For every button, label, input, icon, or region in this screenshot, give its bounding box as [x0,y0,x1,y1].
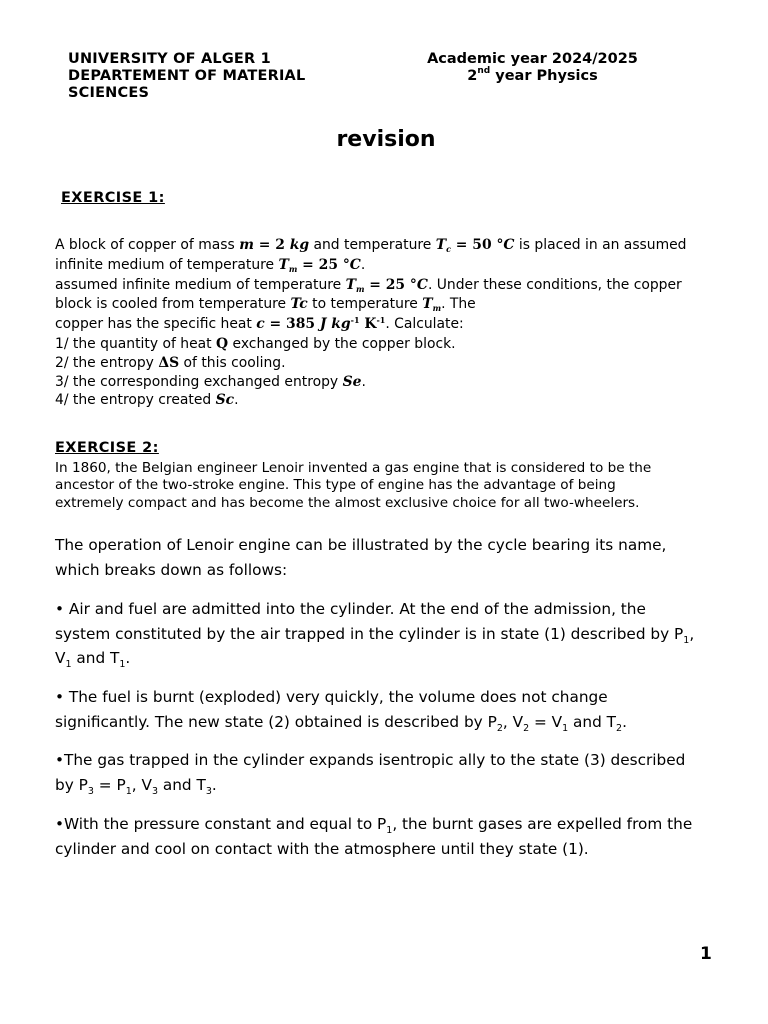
paragraph-line: • The fuel is burnt (exploded) very quickly, the volume does not change [55,688,608,706]
academic-year: Academic year 2024/2025 [427,51,638,67]
step-3-paragraph [55,748,720,797]
ex1-line-4: block is cooled from temperature Tc to temperature $T_m$. The [55,296,476,314]
question-4: 4/ the entropy created Sc. [55,392,239,409]
paragraph-line: which breaks down as follows: [55,560,288,579]
exercise-2-heading: EXERCISE 2: [55,440,159,456]
page-number: 1 [700,944,712,964]
paragraph-line: The operation of Lenoir engine can be illustrated by the cycle bearing its name, [55,536,667,554]
institution-header [68,51,305,102]
cycle-description-paragraph [55,533,720,582]
paragraph-line: system constituted by the air trapped in the cylinder is in state (1) described by $P_1$, [55,624,695,646]
paragraph-line: •The gas trapped in the cylinder expands isentropic ally to the state (3) described [55,751,686,769]
academic-header [400,51,665,85]
paragraph-line: by $P_3 = P_1$, $V_3$ and $T_3$. [55,775,217,797]
department-name-line1: DEPARTEMENT OF MATERIAL [68,68,306,84]
university-name: UNIVERSITY OF ALGER 1 [68,51,271,67]
question-1: 1/ the quantity of heat Q exchanged by the copper block. [55,335,456,352]
intro-line-2: ancestor of the two-stroke engine. This type of engine has the advantage of being [55,477,616,494]
paragraph-line: •With the pressure constant and equal to $P_1$, the burnt gases are expelled from the [55,815,693,837]
ex1-line-5: copper has the specific heat c = 385 J $kg^{-1}$ $K^{-1}$. Calculate: [55,315,464,333]
exercise-1-heading: EXERCISE 1: [61,190,165,206]
ex1-line-3: assumed infinite medium of temperature $T_m = 25$ °C. Under these conditions, the copper [55,276,682,294]
page-title: revision [336,127,436,152]
intro-line-1: In 1860, the Belgian engineer Lenoir invented a gas engine that is considered to be the [55,460,652,476]
ex1-line-2: infinite medium of temperature $T_m = 25$ °C. [55,256,366,274]
paragraph-line: cylinder and cool on contact with the atmosphere until they state (1). [55,839,589,858]
ex1-line-1: A block of copper of mass m = 2 kg and temperature $T_c = 50$ °C is placed in an assumed [55,237,687,254]
paragraph-line: $V_1$ and $T_1$. [55,649,131,671]
study-year: 2nd year Physics [467,66,598,84]
step-1-paragraph [55,597,720,671]
department-name-line2: SCIENCES [68,85,150,101]
exercise-2-intro [55,460,705,512]
paragraph-line: significantly. The new state (2) obtained is described by $P_2$, $V_2 = V_1$ and $T_2$. [55,712,627,734]
paragraph-line: • Air and fuel are admitted into the cylinder. At the end of the admission, the [55,600,646,618]
exercise-1-body [55,236,720,410]
intro-line-3: extremely compact and has become the almost exclusive choice for all two-wheelers. [55,494,640,511]
step-4-paragraph [55,812,720,861]
question-2: 2/ the entropy ΔS of this cooling. [55,354,286,371]
step-2-paragraph [55,685,720,734]
question-3: 3/ the corresponding exchanged entropy Se. [55,373,366,390]
